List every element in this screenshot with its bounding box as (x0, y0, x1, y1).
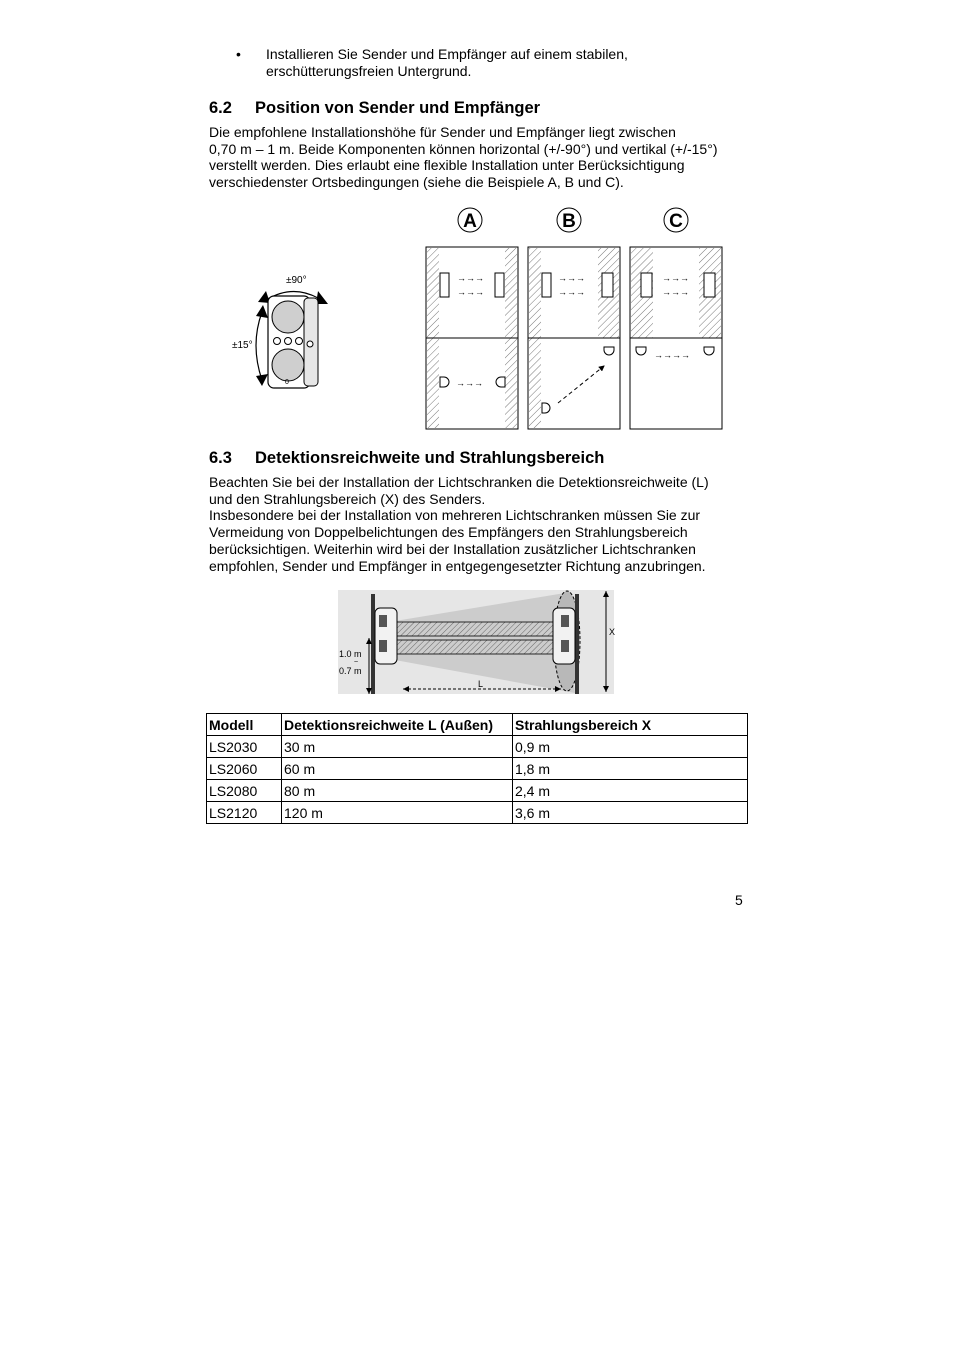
sensor (602, 273, 613, 297)
sensor (495, 273, 504, 297)
sensor (440, 273, 449, 297)
table-cell: 3,6 m (513, 802, 748, 824)
table-cell: 60 m (282, 758, 513, 780)
table-cell: 2,4 m (513, 780, 748, 802)
horizontal-angle-label: ±90° (286, 275, 307, 286)
example-c (630, 247, 722, 429)
receiver-lens (561, 640, 569, 652)
device-illustration (232, 275, 328, 388)
right-wall (575, 594, 579, 694)
example-b (528, 247, 620, 429)
arrow-up-icon (256, 305, 268, 318)
section-number: 6.3 (209, 449, 232, 467)
sensor (704, 347, 714, 355)
bullet-line: Installieren Sie Sender und Empfänger auf einem stabilen, (266, 46, 628, 62)
table-header-cell: Detektionsreichweite L (Außen) (282, 714, 513, 736)
paragraph-line: Beachten Sie bei der Installation der Lichtschranken die Detektionsreichweite (L) (209, 474, 709, 490)
device-indicator (274, 338, 281, 345)
device-indicator (285, 338, 292, 345)
sensor (704, 273, 715, 297)
table-row (207, 758, 748, 780)
height-tilde-label: ~ (354, 659, 359, 666)
height-bottom-label: 0.7 m (339, 666, 362, 676)
label-a: A (463, 211, 477, 232)
beam-arrows: →→→ (558, 287, 585, 297)
bullet-line: erschütterungsfreien Untergrund. (266, 62, 472, 79)
table-header-row (207, 714, 748, 736)
device-screw (307, 341, 313, 347)
section-6-3-paragraph (209, 474, 709, 574)
receiver-lens (561, 615, 569, 627)
sensor (636, 347, 646, 355)
section-title: Position von Sender und Empfänger (255, 99, 541, 117)
table-cell: 80 m (282, 780, 513, 802)
installation-examples-figure (0, 0, 954, 440)
sensor (542, 403, 550, 413)
width-label: X (609, 627, 616, 637)
table-cell: LS2060 (207, 758, 282, 780)
device-mark: 0 (285, 379, 289, 386)
bullet-dot: • (236, 46, 241, 62)
sensor (496, 377, 505, 387)
table-row (207, 780, 748, 802)
sensor (440, 377, 449, 387)
table-cell: 120 m (282, 802, 513, 824)
table-cell: LS2030 (207, 736, 282, 758)
beam-arrows: →→→ (457, 273, 484, 283)
paragraph-line: verschiedenster Ortsbedingungen (siehe die Beispiele A, B und C). (209, 174, 624, 191)
transmitter-lens (379, 615, 387, 627)
height-top-label: 1.0 m (339, 649, 362, 659)
paragraph-line: Die empfohlene Installationshöhe für Sender und Empfänger liegt zwischen (209, 124, 676, 140)
detection-range-figure (335, 588, 620, 698)
sensor (641, 273, 652, 297)
paragraph-line: und den Strahlungsbereich (X) des Senders. (209, 490, 486, 507)
paragraph-line: empfohlen, Sender und Empfänger in entgegengesetzter Richtung anzubringen. (209, 557, 706, 574)
model-spec-table (206, 713, 748, 824)
table-cell: 30 m (282, 736, 513, 758)
device-lens-top (272, 301, 304, 333)
beam-arrows: →→→ (558, 273, 585, 283)
table-header-cell: Modell (207, 714, 282, 736)
section-heading-6-3 (209, 449, 605, 468)
paragraph-line: Vermeidung von Doppelbelichtungen des Empfängers den Strahlungsbereich (209, 524, 688, 541)
table-cell: LS2120 (207, 802, 282, 824)
table-cell: 1,8 m (513, 758, 748, 780)
table-cell: LS2080 (207, 780, 282, 802)
sensor (542, 273, 551, 297)
beam-arrows: →→→→ (654, 350, 690, 360)
section-title: Detektionsreichweite und Strahlungsbereich (255, 449, 605, 467)
example-a (426, 247, 518, 429)
sensor (604, 347, 614, 355)
beam-arrows: →→→ (457, 287, 484, 297)
tilt-arc (256, 312, 262, 380)
beam-arrows: →→→ (662, 287, 689, 297)
table-row (207, 802, 748, 824)
beam-upper (397, 622, 553, 636)
arrow-down-icon (256, 374, 268, 386)
example-labels (458, 208, 688, 232)
paragraph-line: berücksichtigen. Weiterhin wird bei der Installation zusätzlicher Lichtschranken (209, 540, 696, 557)
paragraph-line: Insbesondere bei der Installation von mehreren Lichtschranken müssen Sie zur (209, 507, 701, 524)
length-label: L (478, 679, 484, 689)
paragraph-line: 0,70 m – 1 m. Beide Komponenten können horizontal (+/-90°) und vertikal (+/-15°) (209, 140, 718, 157)
vertical-angle-label: ±15° (232, 340, 253, 351)
label-b: B (562, 211, 576, 232)
label-c: C (669, 211, 683, 232)
device-lens-bottom (272, 349, 304, 381)
beam-arrows: →→→ (662, 273, 689, 283)
table-row (207, 736, 748, 758)
device-indicator (296, 338, 303, 345)
beam-arrows: →→→ (456, 378, 483, 388)
paragraph-line: verstellt werden. Dies erlaubt eine flexible Installation unter Berücksichtigung (209, 157, 685, 174)
table-header-cell: Strahlungsbereich X (513, 714, 748, 736)
table-cell: 0,9 m (513, 736, 748, 758)
transmitter-lens (379, 640, 387, 652)
section-number: 6.2 (209, 99, 232, 117)
page-number: 5 (735, 892, 743, 908)
beam-lower (397, 640, 553, 654)
